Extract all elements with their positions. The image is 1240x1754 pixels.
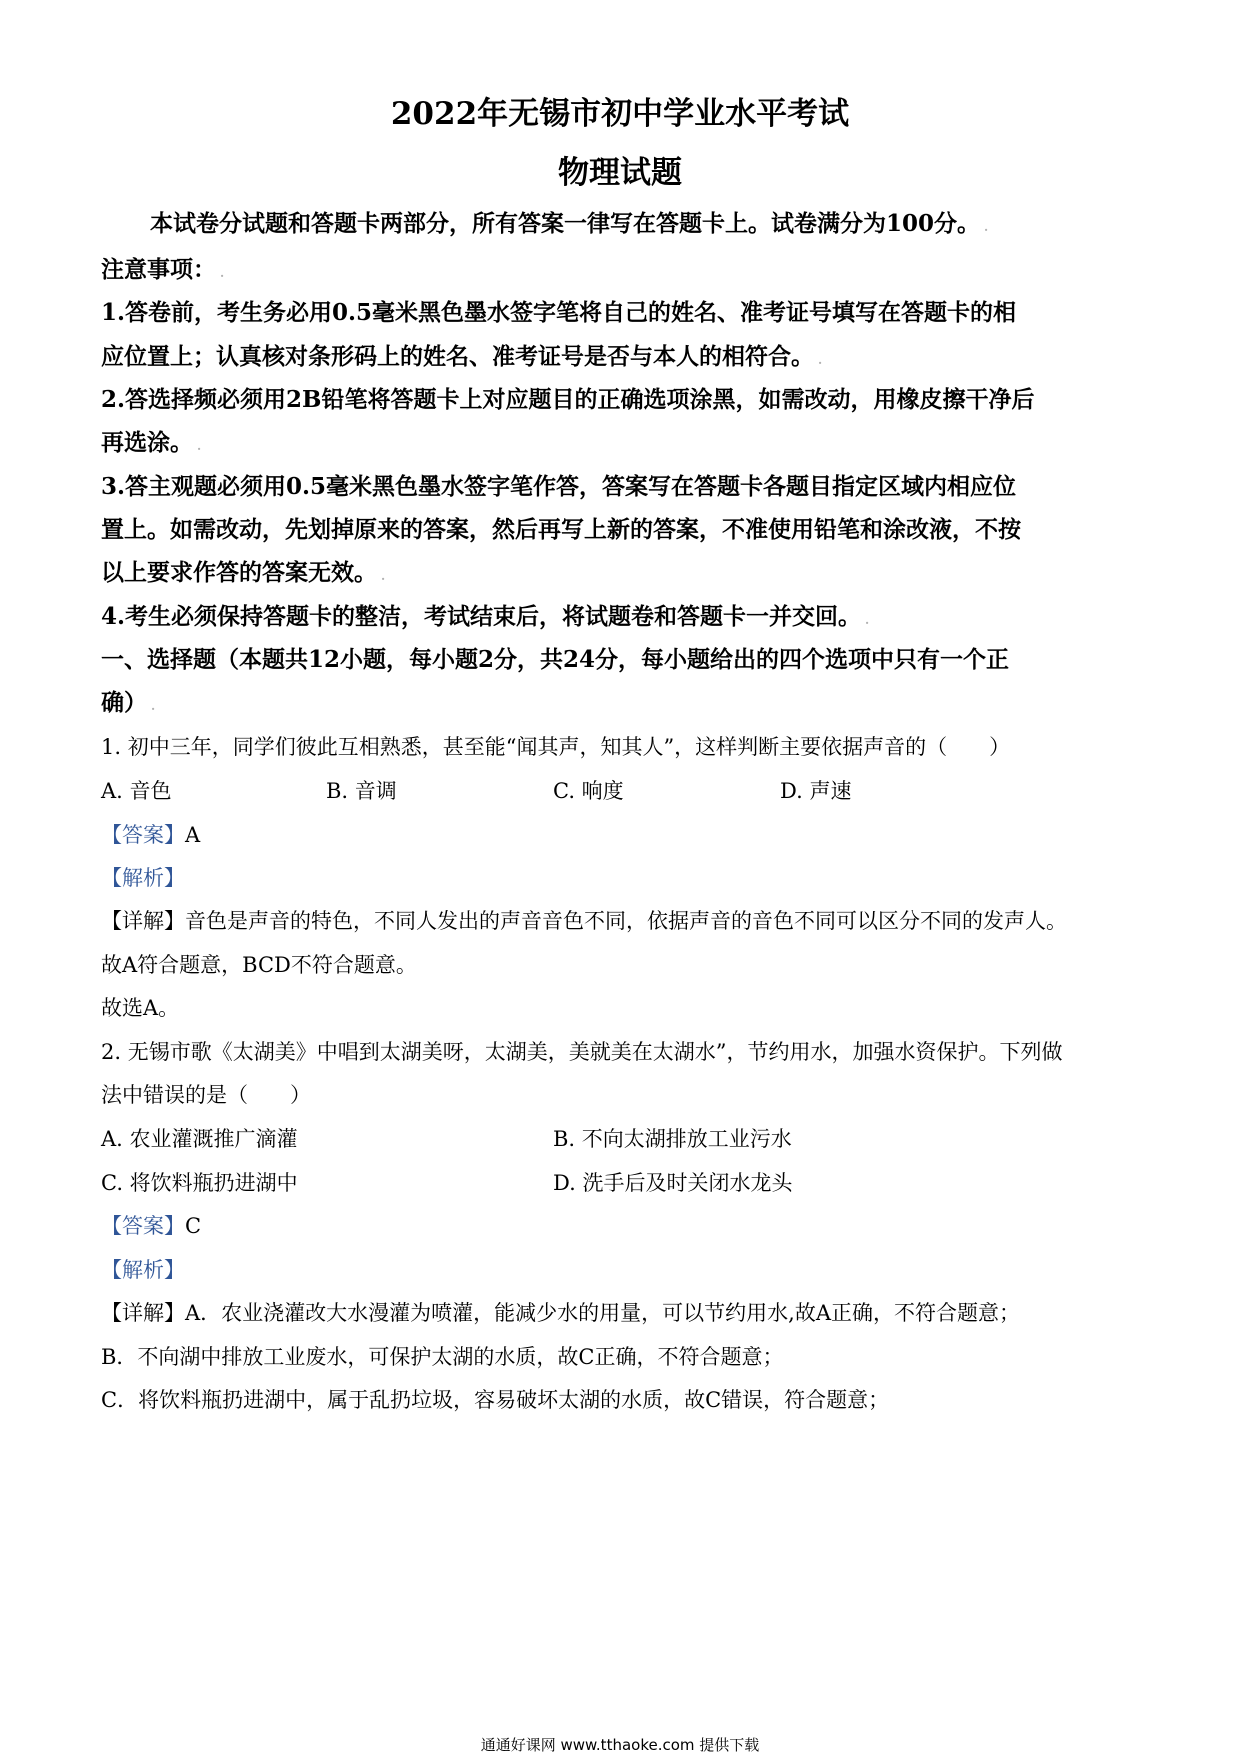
q2-analysis-label: 【解析】: [101, 1258, 185, 1282]
q1-answer: 【答案】A: [101, 823, 201, 847]
q2-answer: 【答案】C: [101, 1214, 202, 1238]
page-title: 2022年无锡市初中学业水平考试: [390, 96, 850, 132]
notes-heading: 注意事项： .: [101, 256, 225, 283]
q2-detail-b: B．不向湖中排放工业废水，可保护太湖的水质，故C正确，不符合题意；: [101, 1345, 784, 1369]
q2-detail-c: C．将饮料瓶扔进湖中，属于乱扔垃圾，容易破坏太湖的水质，故C错误，符合题意；: [101, 1388, 890, 1412]
intro-text: 本试卷分试题和答题卡两部分，所有答案一律写在答题卡上。试卷满分为100分。 .: [150, 210, 989, 237]
q2-detail: 【详解】A．农业浇灌改大水漫灌为喷灌，能减少水的用量，可以节约用水,故A正确，不符合题意；: [101, 1301, 1021, 1325]
footer-text: 通通好课网 www.tthaoke.com 提供下载: [480, 1736, 760, 1754]
section-heading: 一、选择题（本题共12小题，每小题2分，共24分，每小题给出的四个选项中只有一个正: [101, 646, 1010, 673]
q1-option-b: B. 音调: [326, 779, 397, 803]
q1-option-a: A. 音色: [101, 779, 172, 803]
question-2-stem-cont: 法中错误的是（ ）: [101, 1083, 311, 1107]
q2-option-a: A. 农业灌溉推广滴灌: [101, 1127, 298, 1151]
q2-option-c: C. 将饮料瓶扔进湖中: [101, 1171, 298, 1195]
note-line: 以上要求作答的答案无效。 .: [101, 559, 386, 586]
note-line: 再选涂。 .: [101, 429, 202, 456]
note-line: 4.考生必须保持答题卡的整洁，考试结束后，将试题卷和答题卡一并交回。 .: [101, 603, 870, 630]
note-line: 2.答选择频必须用2B铅笔将答题卡上对应题目的正确选项涂黑，如需改动，用橡皮擦干净后: [101, 386, 1035, 413]
section-heading-cont: 确） .: [101, 689, 156, 716]
q1-detail-cont: 故A符合题意，BCD不符合题意。: [101, 953, 417, 977]
q2-option-d: D. 洗手后及时关闭水龙头: [553, 1171, 793, 1195]
note-line: 置上。如需改动，先划掉原来的答案，然后再写上新的答案，不准使用铅笔和涂改液，不按: [101, 516, 1021, 543]
q1-detail: 【详解】音色是声音的特色，不同人发出的声音音色不同，依据声音的音色不同可以区分不同的发声人。: [101, 909, 1067, 933]
q1-analysis-label: 【解析】: [101, 866, 185, 890]
q1-conclusion: 故选A。: [101, 996, 180, 1020]
note-line: 应位置上；认真核对条形码上的姓名、准考证号是否与本人的相符合。 .: [101, 343, 823, 370]
q2-option-b: B. 不向太湖排放工业污水: [553, 1127, 792, 1151]
q1-option-d: D. 声速: [780, 779, 852, 803]
note-line: 1.答卷前，考生务必用0.5毫米黑色墨水签字笔将自己的姓名、准考证号填写在答题卡的相: [101, 299, 1017, 326]
page-subtitle: 物理试题: [558, 155, 682, 191]
note-line: 3.答主观题必须用0.5毫米黑色墨水签字笔作答，答案写在答题卡各题目指定区域内相应位: [101, 473, 1017, 500]
question-1-stem: 1. 初中三年，同学们彼此互相熟悉，甚至能“闻其声，知其人”，这样判断主要依据声音的（ ）: [101, 735, 1011, 759]
q1-option-c: C. 响度: [553, 779, 624, 803]
question-2-stem: 2. 无锡市歌《太湖美》中唱到太湖美呀，太湖美，美就美在太湖水”，节约用水，加强水资保护。下列做: [101, 1040, 1063, 1064]
